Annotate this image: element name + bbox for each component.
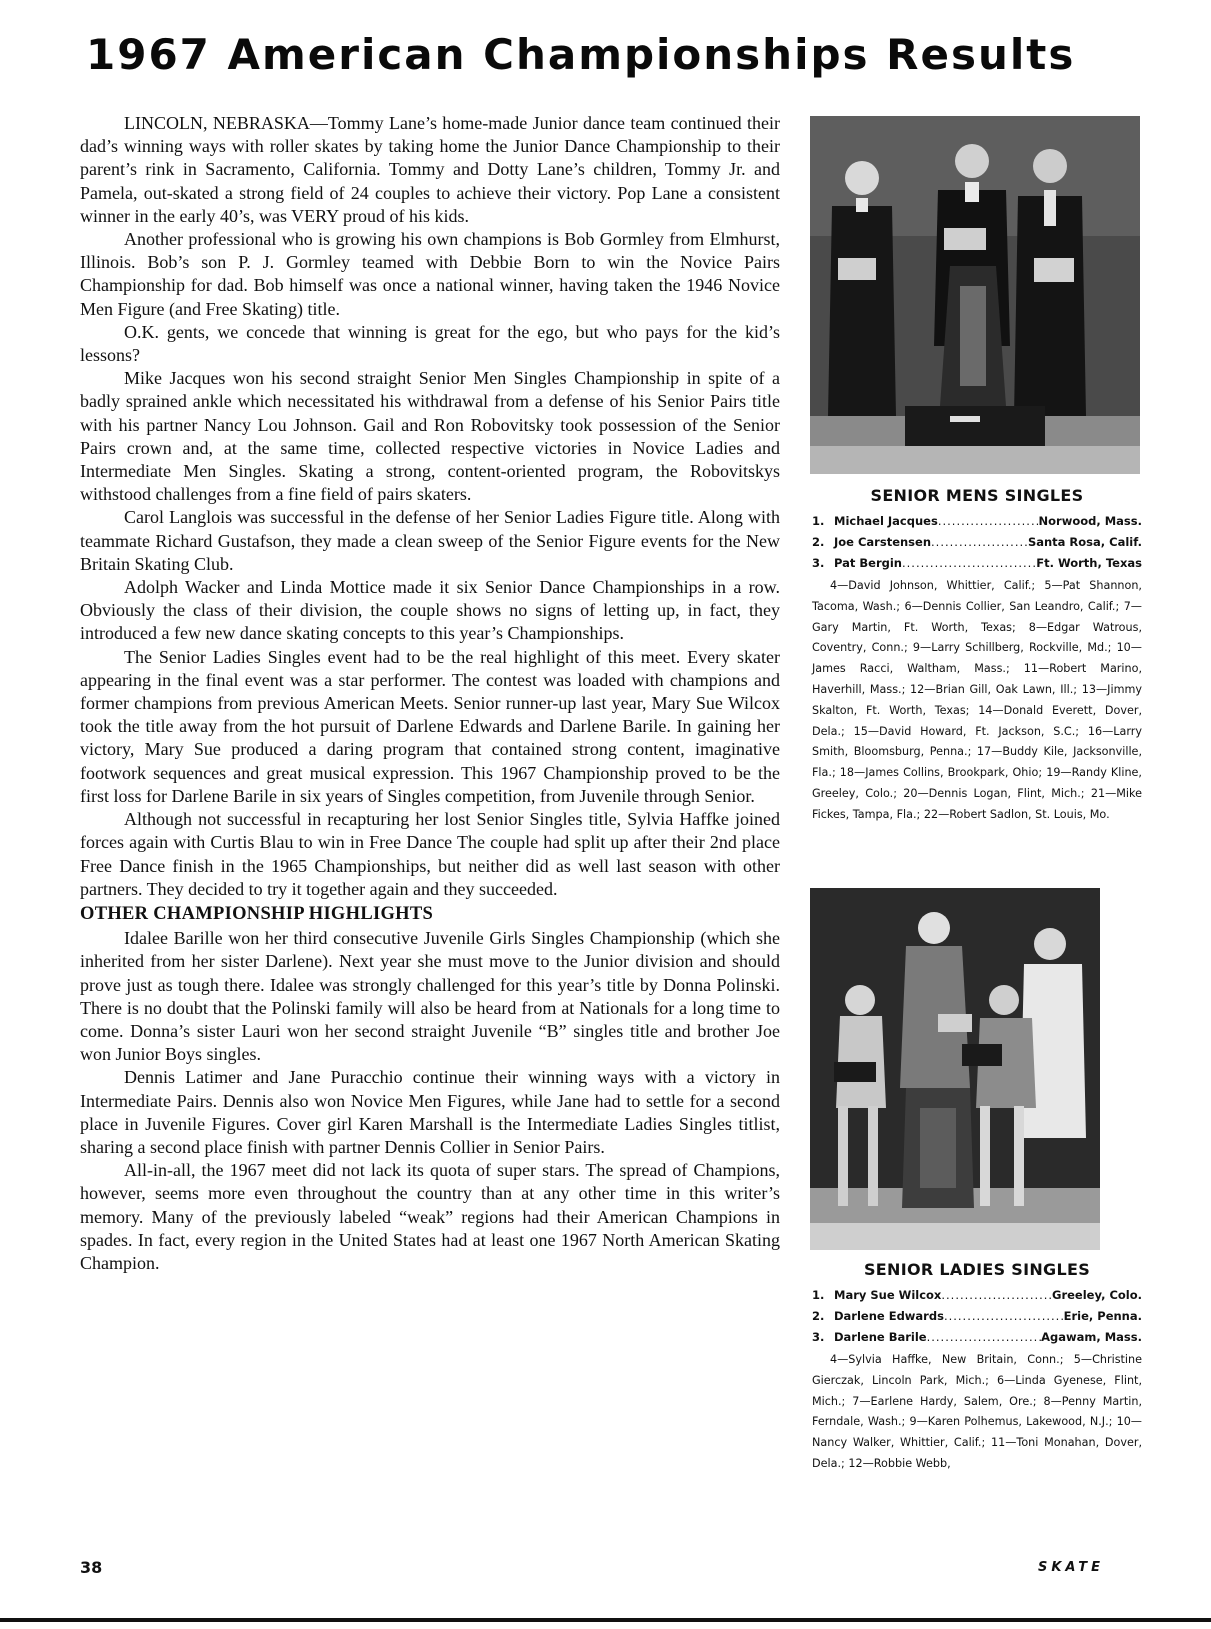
placing-row <box>812 553 1142 574</box>
skater-name: Darlene Barile <box>834 1330 927 1344</box>
article-paragraph: Adolph Wacker and Linda Mottice made it six Senior Dance Championships in a row. Obviously the class of their division, the couple shows no signs of letting up, in fact, they introduced a few new dance skating concepts to this year’s Championships. <box>80 577 780 644</box>
article-body <box>80 112 780 1275</box>
leader-dots <box>902 553 1036 574</box>
article-paragraph: Mike Jacques won his second straight Senior Men Singles Championship in spite of a badly sprained ankle which necessitated his withdrawal from a defense of his Senior Pairs title with his partner Nancy Lou Johnson. Gail and Ron Robovitsky took possession of the Senior Pairs crown and, at the same time, collected respective victories in Novice Ladies and Intermediate Men Singles. Skating a strong, content-oriented program, the Robovitskys withstood challenges from a fine field of pairs skaters. <box>80 368 780 505</box>
article-paragraph: Carol Langlois was successful in the defense of her Senior Ladies Figure title. Along with teammate Richard Gustafson, they made a clean sweep of the Senior Figure events for the New Britain Skating Club. <box>80 507 780 574</box>
skater-name: Darlene Edwards <box>834 1309 944 1323</box>
skater-name: Mary Sue Wilcox <box>834 1288 942 1302</box>
section-heading: OTHER CHAMPIONSHIP HIGHLIGHTS <box>80 903 434 924</box>
senior-ladies-photo <box>810 888 1100 1250</box>
leader-dots <box>944 1306 1064 1327</box>
article-paragraph: Although not successful in recapturing her lost Senior Singles title, Sylvia Haffke joined forces again with Curtis Blau to win in Free Dance The couple had split up after their 2nd place Free Dance finish in the 1965 Championships, but neither did as well last season with other partners. They decided to try it together again and they succeeded. <box>80 809 780 899</box>
senior-ladies-results <box>812 1260 1142 1475</box>
skater-hometown: Agawam, Mass. <box>1041 1330 1142 1344</box>
placing-number: 2. <box>812 535 825 549</box>
placing-number: 2. <box>812 1309 825 1323</box>
placing-row <box>812 1306 1142 1327</box>
article-paragraph: O.K. gents, we concede that winning is great for the ego, but who pays for the kid’s lessons? <box>80 321 780 366</box>
page-title: 1967 American Championships Results <box>86 30 1076 79</box>
placing-number: 3. <box>812 1330 825 1344</box>
placing-row <box>812 1285 1142 1306</box>
leader-dots <box>927 1327 1042 1348</box>
article-paragraph: Another professional who is growing his own champions is Bob Gormley from Elmhurst, Illinois. Bob’s son P. J. Gormley teamed with Debbie Born to win the Novice Pairs Championship for dad. Bob himself was once a national winner, having taken the 1946 Novice Men Figure (and Free Skating) title. <box>80 229 780 319</box>
placing-row <box>812 511 1142 532</box>
senior-men-photo <box>810 116 1140 474</box>
article-paragraph: The Senior Ladies Singles event had to be the real highlight of this meet. Every skater appearing in the final event was a star performer. The contest was loaded with champions and former champions from previous American Meets. Senior runner-up last year, Mary Sue Wilcox took the title away from the hot pursuit of Darlene Edwards and Darlene Barile. In gaining her victory, Mary Sue produced a daring program that contained strong content, imaginative footwork sequences and great musical expression. This 1967 Championship proved to be the first loss for Darlene Barile in six years of Singles competition, from Juvenile through Senior. <box>80 646 780 806</box>
placing-number: 3. <box>812 556 825 570</box>
other-placings: 4—Sylvia Haffke, New Britain, Conn.; 5—Christine Gierczak, Lincoln Park, Mich.; 6—Linda Gyenese, Flint, Mich.; 7—Earlene Hardy, Salem, Ore.; 8—Penny Martin, Ferndale, Wash.; 9—Karen Polhemus, Lakewood, N.J.; 10—Nancy Walker, Whittier, Calif.; 11—Toni Monahan, Dover, Dela.; 12—Robbie Webb, <box>812 1353 1142 1470</box>
article-paragraph: Dennis Latimer and Jane Puracchio continue their winning ways with a victory in Intermediate Pairs. Dennis also won Novice Men Figures, while Jane had to settle for a second place in Juvenile Figures. Cover girl Karen Marshall is the Intermediate Ladies Singles titlist, sharing a second place finish with partner Dennis Collier in Senior Pairs. <box>80 1067 780 1157</box>
bottom-rule <box>0 1618 1211 1622</box>
article-paragraph: LINCOLN, NEBRASKA—Tommy Lane’s home-made Junior dance team continued their dad’s winning ways with roller skates by taking home the Junior Dance Championship to their parent’s rink in Sacramento, California. Tommy and Dotty Lane’s children, Tommy Jr. and Pamela, out-skated a strong field of 24 couples to achieve their victory. Pop Lane a consistent winner in the early 40’s, was VERY proud of his kids. <box>80 113 780 226</box>
skater-hometown: Greeley, Colo. <box>1052 1288 1142 1302</box>
skater-hometown: Norwood, Mass. <box>1038 514 1142 528</box>
leader-dots <box>941 1285 1052 1306</box>
placing-row <box>812 1327 1142 1348</box>
article-paragraph: Idalee Barille won her third consecutive Juvenile Girls Singles Championship (which she inherited from her sister Darlene). Next year she must move to the Junior division and should prove just as tough there. Idalee was strongly challenged for this year’s title by Donna Polinski. There is no doubt that the Polinski family will also be heard from at Nationals for a long time to come. Donna’s sister Lauri won her second straight Juvenile “B” singles title and brother Joe won Junior Boys singles. <box>80 928 780 1065</box>
skater-name: Joe Carstensen <box>834 535 932 549</box>
placing-row <box>812 532 1142 553</box>
skater-hometown: Erie, Penna. <box>1063 1309 1142 1323</box>
placing-number: 1. <box>812 514 825 528</box>
page-number: 38 <box>80 1558 103 1577</box>
leader-dots <box>938 511 1039 532</box>
leader-dots <box>931 532 1028 553</box>
article-paragraph: All-in-all, the 1967 meet did not lack its quota of super stars. The spread of Champions, however, seems more even throughout the country than at any other time in this writer’s memory. Many of the previously labeled “weak” regions had their American Champions in spades. In fact, every region in the United States had at least one 1967 North American Skating Champion. <box>80 1160 780 1273</box>
skater-name: Michael Jacques <box>834 514 938 528</box>
placing-number: 1. <box>812 1288 825 1302</box>
results-heading: SENIOR MENS SINGLES <box>870 486 1084 505</box>
other-placings: 4—David Johnson, Whittier, Calif.; 5—Pat Shannon, Tacoma, Wash.; 6—Dennis Collier, San Leandro, Calif.; 7—Gary Martin, Ft. Worth, Texas; 8—Edgar Watrous, Coventry, Conn.; 9—Larry Schillberg, Rockville, Md.; 10—James Racci, Waltham, Mass.; 11—Robert Marino, Haverhill, Mass.; 12—Brian Gill, Oak Lawn, Ill.; 13—Jimmy Skalton, Ft. Worth, Texas; 14—Donald Everett, Dover, Dela.; 15—David Howard, Ft. Jackson, S.C.; 16—Larry Smith, Bloomsburg, Penna.; 17—Buddy Kile, Jacksonville, Fla.; 18—James Collins, Brookpark, Ohio; 19—Randy Kline, Greeley, Colo.; 20—Dennis Logan, Flint, Mich.; 21—Mike Fickes, Tampa, Fla.; 22—Robert Sadlon, St. Louis, Mo. <box>812 579 1142 821</box>
magazine-name: SKATE <box>1038 1560 1105 1575</box>
results-heading: SENIOR LADIES SINGLES <box>863 1260 1091 1279</box>
skater-hometown: Santa Rosa, Calif. <box>1027 535 1142 549</box>
skater-hometown: Ft. Worth, Texas <box>1036 556 1142 570</box>
senior-men-results <box>812 486 1142 826</box>
skater-name: Pat Bergin <box>834 556 902 570</box>
